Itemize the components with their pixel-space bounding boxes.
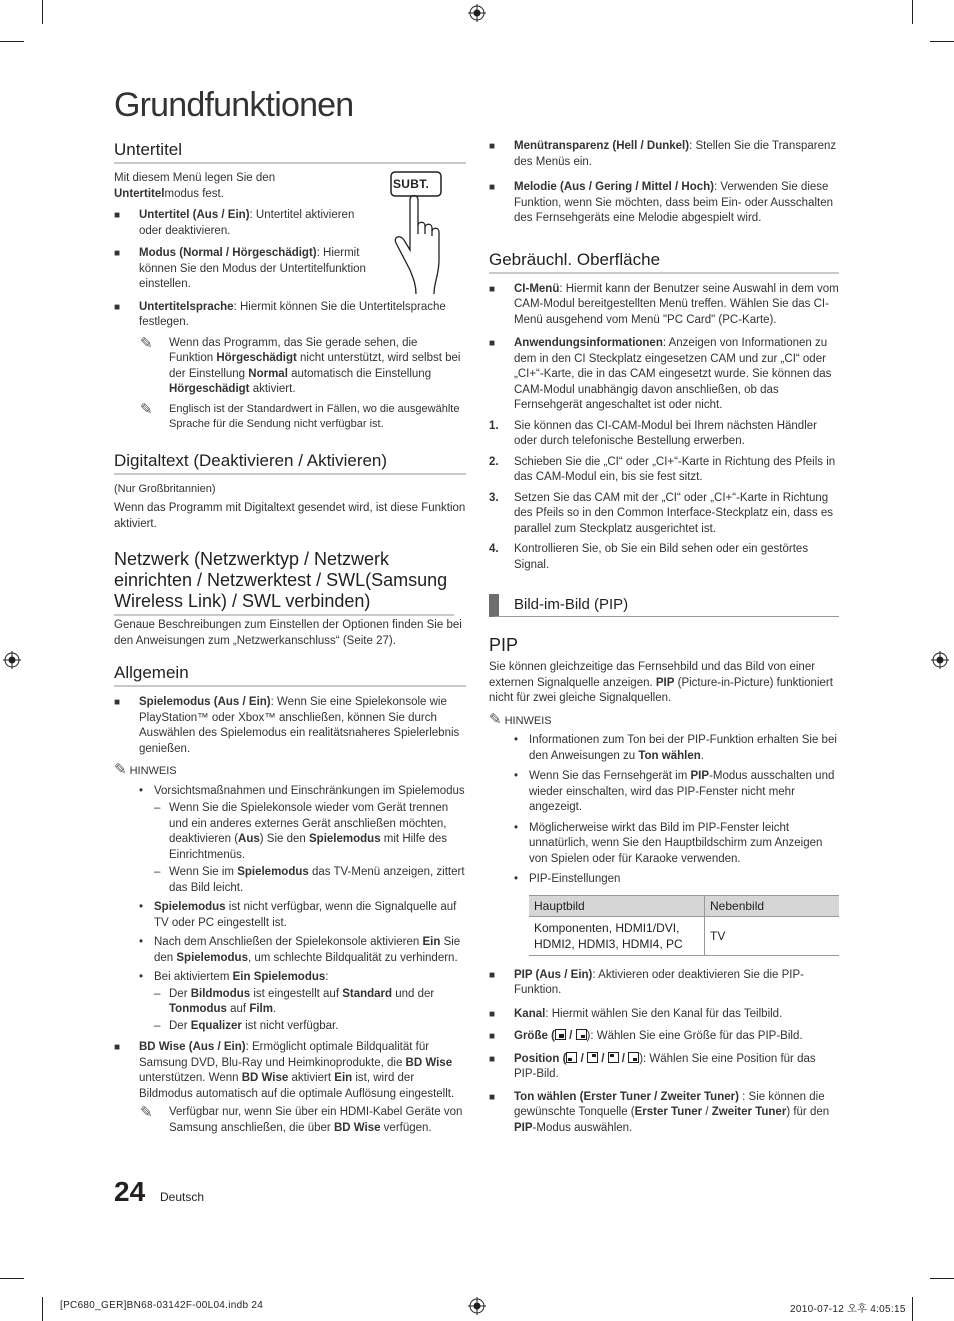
note-bd-wise [114, 1105, 466, 1136]
bullet-menuetransparenz [489, 139, 839, 170]
bullet-spielemodus [114, 695, 466, 757]
text-fragment: Ein [334, 1072, 353, 1084]
text-fragment: Ton wählen [514, 1090, 577, 1103]
pip-hinweis-item: • Möglicherweise wirkt das Bild im PIP-Fenster leicht unnatürlich, wenn Sie den Hauptbildschirm zum Anzeigen von Spielen oder für Karaoke verwenden. [489, 821, 839, 868]
step-item [489, 419, 839, 450]
text-fragment: Englisch ist der Standardwert in Fällen, wo die ausgewählte Sprache für die Sendung nicht verfügbar ist. [169, 402, 460, 430]
text-fragment: Kanal [514, 1007, 546, 1020]
bullet-pip-aus-ein [489, 968, 839, 999]
text-fragment: / [565, 1030, 576, 1042]
text-fragment: Der [169, 987, 191, 1000]
crop-mark [0, 41, 24, 42]
bullet-untertitelsprache [114, 300, 466, 331]
text-fragment: : [325, 971, 329, 983]
text-fragment: Spielemodus [309, 833, 381, 845]
section-title-untertitel: Untertitel [114, 140, 466, 164]
text-fragment: Informationen zum Ton bei der PIP-Funktion erhalten Sie bei den Anweisungen zu [529, 734, 837, 762]
pip-hinweis-item: • PIP-Einstellungen [489, 872, 839, 888]
note-pencil-icon: ✎ [140, 1104, 153, 1121]
text-fragment: PIP [655, 676, 675, 689]
digitaltext-text: Wenn das Programm mit Digitaltext gesendet wird, ist diese Funktion aktiviert. [114, 502, 466, 530]
table-row [529, 916, 839, 955]
step-number: 2. [489, 455, 499, 468]
crop-mark [930, 41, 954, 42]
text-fragment: , um schlechte Bildqualität zu verhindern. [247, 951, 458, 964]
text-fragment: HINWEIS [129, 765, 177, 777]
crop-mark [930, 1278, 954, 1279]
footer-file-slug: [PC680_GER]BN68-03142F-00L04.indb 24 [60, 1300, 264, 1311]
text-fragment: Untertitel [114, 187, 165, 200]
crop-mark [42, 0, 43, 24]
pip-position-top-left-icon [608, 1052, 619, 1063]
text-fragment: (Picture-in-Picture) funktioniert nicht für zwei gleiche Signalquellen. [489, 676, 833, 704]
note-pencil-icon: ✎ [489, 710, 502, 728]
pip-hinweis-heading [489, 712, 839, 730]
text-fragment: Spielemodus [176, 951, 248, 964]
hinweis-item [114, 935, 466, 966]
text-fragment: ) für den [786, 1106, 830, 1118]
right-column [489, 139, 839, 1136]
text-fragment: Nach dem Anschließen der Spielekonsole aktivieren [154, 936, 423, 948]
text-fragment: : Hiermit können Sie die Untertitelsprache festlegen. [139, 300, 446, 328]
text-fragment: ) Sie den [259, 833, 310, 845]
text-fragment: Aus [238, 833, 260, 845]
text-fragment: aktiviert. [249, 383, 296, 395]
text-fragment: Wenn Sie das Fernsehgerät im [529, 770, 691, 782]
text-fragment: und der [392, 987, 435, 1000]
bullet-melodie [489, 180, 839, 227]
table-header-row [529, 895, 839, 916]
pip-intro [489, 660, 839, 707]
text-fragment: Der [169, 1019, 191, 1032]
text-fragment: . [272, 1003, 277, 1015]
text-fragment: Standard [342, 987, 393, 1000]
text-fragment: : Sie können die gewünschte Tonquelle ( [514, 1090, 825, 1118]
text-fragment: Wenn Sie die Spielekonsole wieder vom Gerät trennen und ein anderes externes Gerät anschließen möchten, deaktivieren ( [169, 802, 449, 845]
text-fragment: : Hiermit können Sie den Modus der Untertitelfunktion einstellen. [139, 247, 366, 290]
text-fragment: Sie den [154, 936, 461, 964]
text-fragment: Untertitel (Aus / Ein) [139, 209, 250, 221]
text-fragment: (Erster Tuner / Zweiter Tuner) [579, 1090, 739, 1103]
bullet-position: ■ Position ( / / / ): Wählen Sie eine Position für das PIP-Bild. [489, 1052, 839, 1083]
text-fragment: Sie können das CI-CAM-Modul bei Ihrem nächsten Händler oder durch telefonische Bestellung erwerben. [514, 419, 817, 447]
text-fragment: Tonmodus [169, 1003, 227, 1015]
bullet-kanal [489, 1007, 839, 1023]
text-fragment: : Wenn Sie eine Spielekonsole wie PlayStation™ oder Xbox™ anschließen, können Sie durch Auswählen des Spielemodus ein realitätsnaheres Spielerlebnis genießen. [139, 696, 460, 755]
text-fragment: Sie können gleichzeitige das Fernsehbild und das Bild von einer externen Signalquelle anzeigen. [489, 661, 816, 689]
text-fragment: unterstützen. Wenn [139, 1072, 242, 1084]
bullet-modus [114, 246, 369, 293]
text-fragment: Kontrollieren Sie, ob Sie ein Bild sehen oder ein gestörtes Signal. [514, 543, 809, 571]
text-fragment: : Verwenden Sie diese Funktion, wenn Sie möchten, dass beim Ein- oder Ausschalten des Fernsehgeräts eine Melodie abgespielt wird. [514, 181, 833, 224]
text-fragment: ): Wählen Sie eine Position für das PIP-Bild. [514, 1052, 816, 1080]
text-fragment: ist nicht verfügbar. [241, 1019, 339, 1032]
pip-position-bottom-right-icon [628, 1052, 639, 1063]
page-language: Deutsch [160, 1190, 205, 1204]
text-fragment: Normal [248, 367, 288, 380]
step-item [489, 491, 839, 538]
subt-button-label: SUBT. [393, 177, 430, 191]
table-cell: Komponenten, HDMI1/DVI, HDMI2, HDMI3, HDMI4, PC [529, 916, 705, 955]
bullet-bd-wise [114, 1040, 466, 1102]
text-fragment: : Ermöglicht optimale Bildqualität für Samsung DVD, Blu-Ray und Heimkinoprodukte, die [139, 1041, 430, 1069]
pip-hinweis-item [489, 769, 839, 816]
step-item [489, 542, 839, 573]
text-fragment: Spielemodus [154, 901, 226, 913]
text-fragment: Spielemodus (Aus / Ein) [139, 696, 271, 708]
text-fragment: Ein Spielemodus [232, 971, 326, 983]
step-number: 4. [489, 543, 499, 555]
text-fragment: Wenn Sie im [169, 866, 238, 878]
text-fragment: : Stellen Sie die Transparenz des Menüs ein. [514, 140, 837, 168]
pip-hinweis-item [489, 733, 839, 764]
pip-size-large-icon [555, 1029, 566, 1040]
text-fragment: -Modus auswählen. [532, 1121, 633, 1134]
text-fragment: automatisch die Einstellung [287, 367, 432, 380]
hinweis-item [114, 900, 466, 931]
text-fragment: Spielemodus [237, 866, 309, 878]
text-fragment: BD Wise [241, 1072, 289, 1084]
hinweis-heading [114, 762, 466, 780]
text-fragment: ist, wird der Bildmodus automatisch auf die optimale Auflösung eingestellt. [139, 1072, 455, 1100]
text-fragment: Erster Tuner [634, 1106, 703, 1118]
text-fragment: auf [226, 1003, 250, 1015]
text-fragment: Menütransparenz (Hell / Dunkel) [514, 140, 690, 152]
hinweis-subitem [114, 801, 466, 863]
bullet-ci-menue [489, 282, 839, 329]
pip-section-bar: Bild-im-Bild (PIP) [489, 594, 839, 617]
text-fragment: Modus (Normal / Hörgeschädigt) [139, 247, 317, 259]
text-fragment: Bei aktiviertem [154, 971, 233, 983]
text-fragment: ist nicht verfügbar, wenn die Signalquelle auf TV oder PC eingestellt ist. [154, 901, 457, 929]
text-fragment: Ton wählen [638, 749, 701, 762]
text-fragment: ): Wählen Sie eine Größe für das PIP-Bild. [586, 1030, 803, 1042]
text-fragment: nicht unterstützt, wird selbst bei der Einstellung [169, 352, 461, 380]
chapter-title: Grundfunktionen [114, 86, 354, 124]
text-fragment: . [700, 749, 704, 762]
text-fragment: Mit diesem Menü legen Sie den [114, 172, 276, 184]
crop-mark [912, 0, 913, 24]
digitaltext-region: (Nur Großbritannien) [114, 482, 216, 495]
note-hoergeschaedigt [114, 336, 466, 398]
step-number: 1. [489, 419, 499, 432]
bullet-untertitel-aus-ein [114, 208, 369, 239]
hinweis-subitem [114, 987, 466, 1018]
text-fragment: Bildmodus [190, 987, 251, 1000]
registration-mark-icon [468, 4, 486, 22]
step-item [489, 455, 839, 486]
text-fragment: HINWEIS [504, 714, 552, 727]
section-title-pip: PIP [489, 635, 519, 655]
text-fragment: Schieben Sie die „CI“ oder „CI+“-Karte in Richtung des Pfeils in das CAM-Modul ein, bis sie fest sitzt. [514, 455, 836, 483]
text-fragment: das TV-Menü anzeigen, zittert das Bild leicht. [169, 866, 465, 894]
text-fragment: CI-Menü [514, 282, 560, 295]
registration-mark-icon [3, 651, 21, 669]
hinweis-item [114, 970, 466, 986]
note-pencil-icon: ✎ [140, 334, 153, 352]
pip-settings-table [529, 895, 839, 956]
section-title-allgemein: Allgemein [114, 663, 466, 687]
text-fragment: Position [514, 1052, 560, 1065]
section-title-netzwerk: Netzwerk (Netzwerktyp / Netzwerk einrichten / Netzwerktest / SWL(Samsung Wireless Link) / SWL verbinden) [114, 549, 454, 616]
text-fragment: : Hiermit kann der Benutzer seine Auswahl in dem vom CAM-Modul bereitgestellten Menü treffen. Wählen Sie das CI-Menü ausgehend vom Menü "PC Card" (PC-Karte). [514, 282, 839, 326]
text-fragment: : Anzeigen von Informationen zu dem in den CI Steckplatz eingesetzen CAM und zur „CI“ oder „CI+“-Karte, die in das CAM eingesetzt wurde. Sie können das CAM-Modul unabhängig davon anschließen, ob das Fernsehgerät angeschaltet ist oder nicht. [514, 337, 832, 411]
text-fragment: Hörgeschädigt [216, 352, 297, 364]
note-englisch [114, 402, 466, 433]
footer-date-slug: 2010-07-12 오후 4:05:15 [790, 1304, 906, 1315]
text-fragment: mit Hilfe des Einrichtmenüs. [169, 833, 448, 861]
text-fragment: Untertitelsprache [139, 300, 234, 313]
registration-mark-icon [468, 1297, 486, 1315]
pip-size-small-icon [576, 1029, 587, 1040]
text-fragment: Film [249, 1003, 273, 1015]
pip-position-bottom-left-icon [566, 1052, 577, 1063]
text-fragment: ist eingestellt auf [250, 987, 343, 1000]
text-fragment: Größe [514, 1030, 548, 1042]
text-fragment: BD Wise (Aus / Ein) [139, 1041, 246, 1053]
note-pencil-icon: ✎ [114, 761, 127, 778]
text-fragment: Melodie (Aus / Gering / Mittel / Hoch) [514, 181, 714, 193]
hinweis-item: • Vorsichtsmaßnahmen und Einschränkungen im Spielemodus [114, 784, 466, 800]
text-fragment: Setzen Sie das CAM mit der „CI“ oder „CI+“-Karte in Richtung des Pfeils so in den Common Interface-Steckplatz ein, dass es parallel zum Steckplatz ausgerichtet ist. [514, 491, 833, 535]
text-fragment: Ein [422, 936, 441, 948]
text-fragment: modus fest. [164, 187, 224, 200]
text-fragment: verfügen. [380, 1121, 432, 1134]
text-fragment: PIP (Aus / Ein) [514, 968, 593, 981]
text-fragment: : Hiermit wählen Sie den Kanal für das Teilbild. [545, 1007, 783, 1020]
page-number: 24 [114, 1176, 146, 1207]
bullet-anwendungsinformationen [489, 336, 839, 414]
text-fragment: : Aktivieren oder deaktivieren Sie die PIP-Funktion. [514, 968, 804, 996]
untertitel-section [114, 171, 466, 433]
registration-mark-icon [931, 651, 949, 669]
note-pencil-icon: ✎ [140, 400, 153, 418]
hinweis-subitem [114, 865, 466, 896]
text-fragment: -Modus ausschalten und wieder einschalten, wird das PIP-Fenster nicht mehr angezeigt. [529, 770, 835, 813]
text-fragment: / [702, 1106, 712, 1118]
text-fragment: Equalizer [190, 1019, 242, 1032]
section-title-oberflaeche: Gebräuchl. Oberfläche [489, 250, 839, 274]
text-fragment: PIP [514, 1121, 533, 1134]
crop-mark [0, 1278, 24, 1279]
untertitel-intro [114, 171, 304, 202]
table-cell: TV [705, 916, 840, 955]
pip-position-top-right-icon [587, 1052, 598, 1063]
text-fragment: Wenn das Programm, das Sie gerade sehen, die Funktion [169, 336, 418, 364]
left-column [114, 140, 466, 1136]
text-fragment: BD Wise [405, 1056, 453, 1069]
text-fragment: : Untertitel aktivieren oder deaktivieren. [139, 209, 355, 237]
crop-mark [912, 1297, 913, 1321]
text-fragment: aktiviert [288, 1072, 335, 1084]
text-fragment: Anwendungsinformationen [514, 337, 663, 349]
hinweis-subitem [114, 1019, 466, 1035]
text-fragment: PIP [690, 770, 710, 782]
text-fragment: BD Wise [333, 1121, 381, 1134]
section-title-digitaltext: Digitaltext (Deaktivieren / Aktivieren) [114, 451, 466, 475]
table-header-cell: Nebenbild [705, 895, 840, 916]
text-fragment: Zweiter Tuner [711, 1106, 787, 1118]
bullet-ton-waehlen [489, 1090, 839, 1137]
text-fragment: Hörgeschädigt [169, 383, 250, 395]
step-number: 3. [489, 491, 499, 504]
netzwerk-text: Genaue Beschreibungen zum Einstellen der Optionen finden Sie bei den Anweisungen zum „Netzwerkanschluss“ (Seite 27). [114, 619, 462, 647]
table-header-cell: Hauptbild [529, 895, 705, 916]
text-fragment: Verfügbar nur, wenn Sie über ein HDMI-Kabel Geräte von Samsung anschließen, die über [169, 1106, 463, 1134]
bullet-groesse: ■ Größe ( / ): Wählen Sie eine Größe für das PIP-Bild. [489, 1029, 839, 1045]
crop-mark [42, 1297, 43, 1321]
